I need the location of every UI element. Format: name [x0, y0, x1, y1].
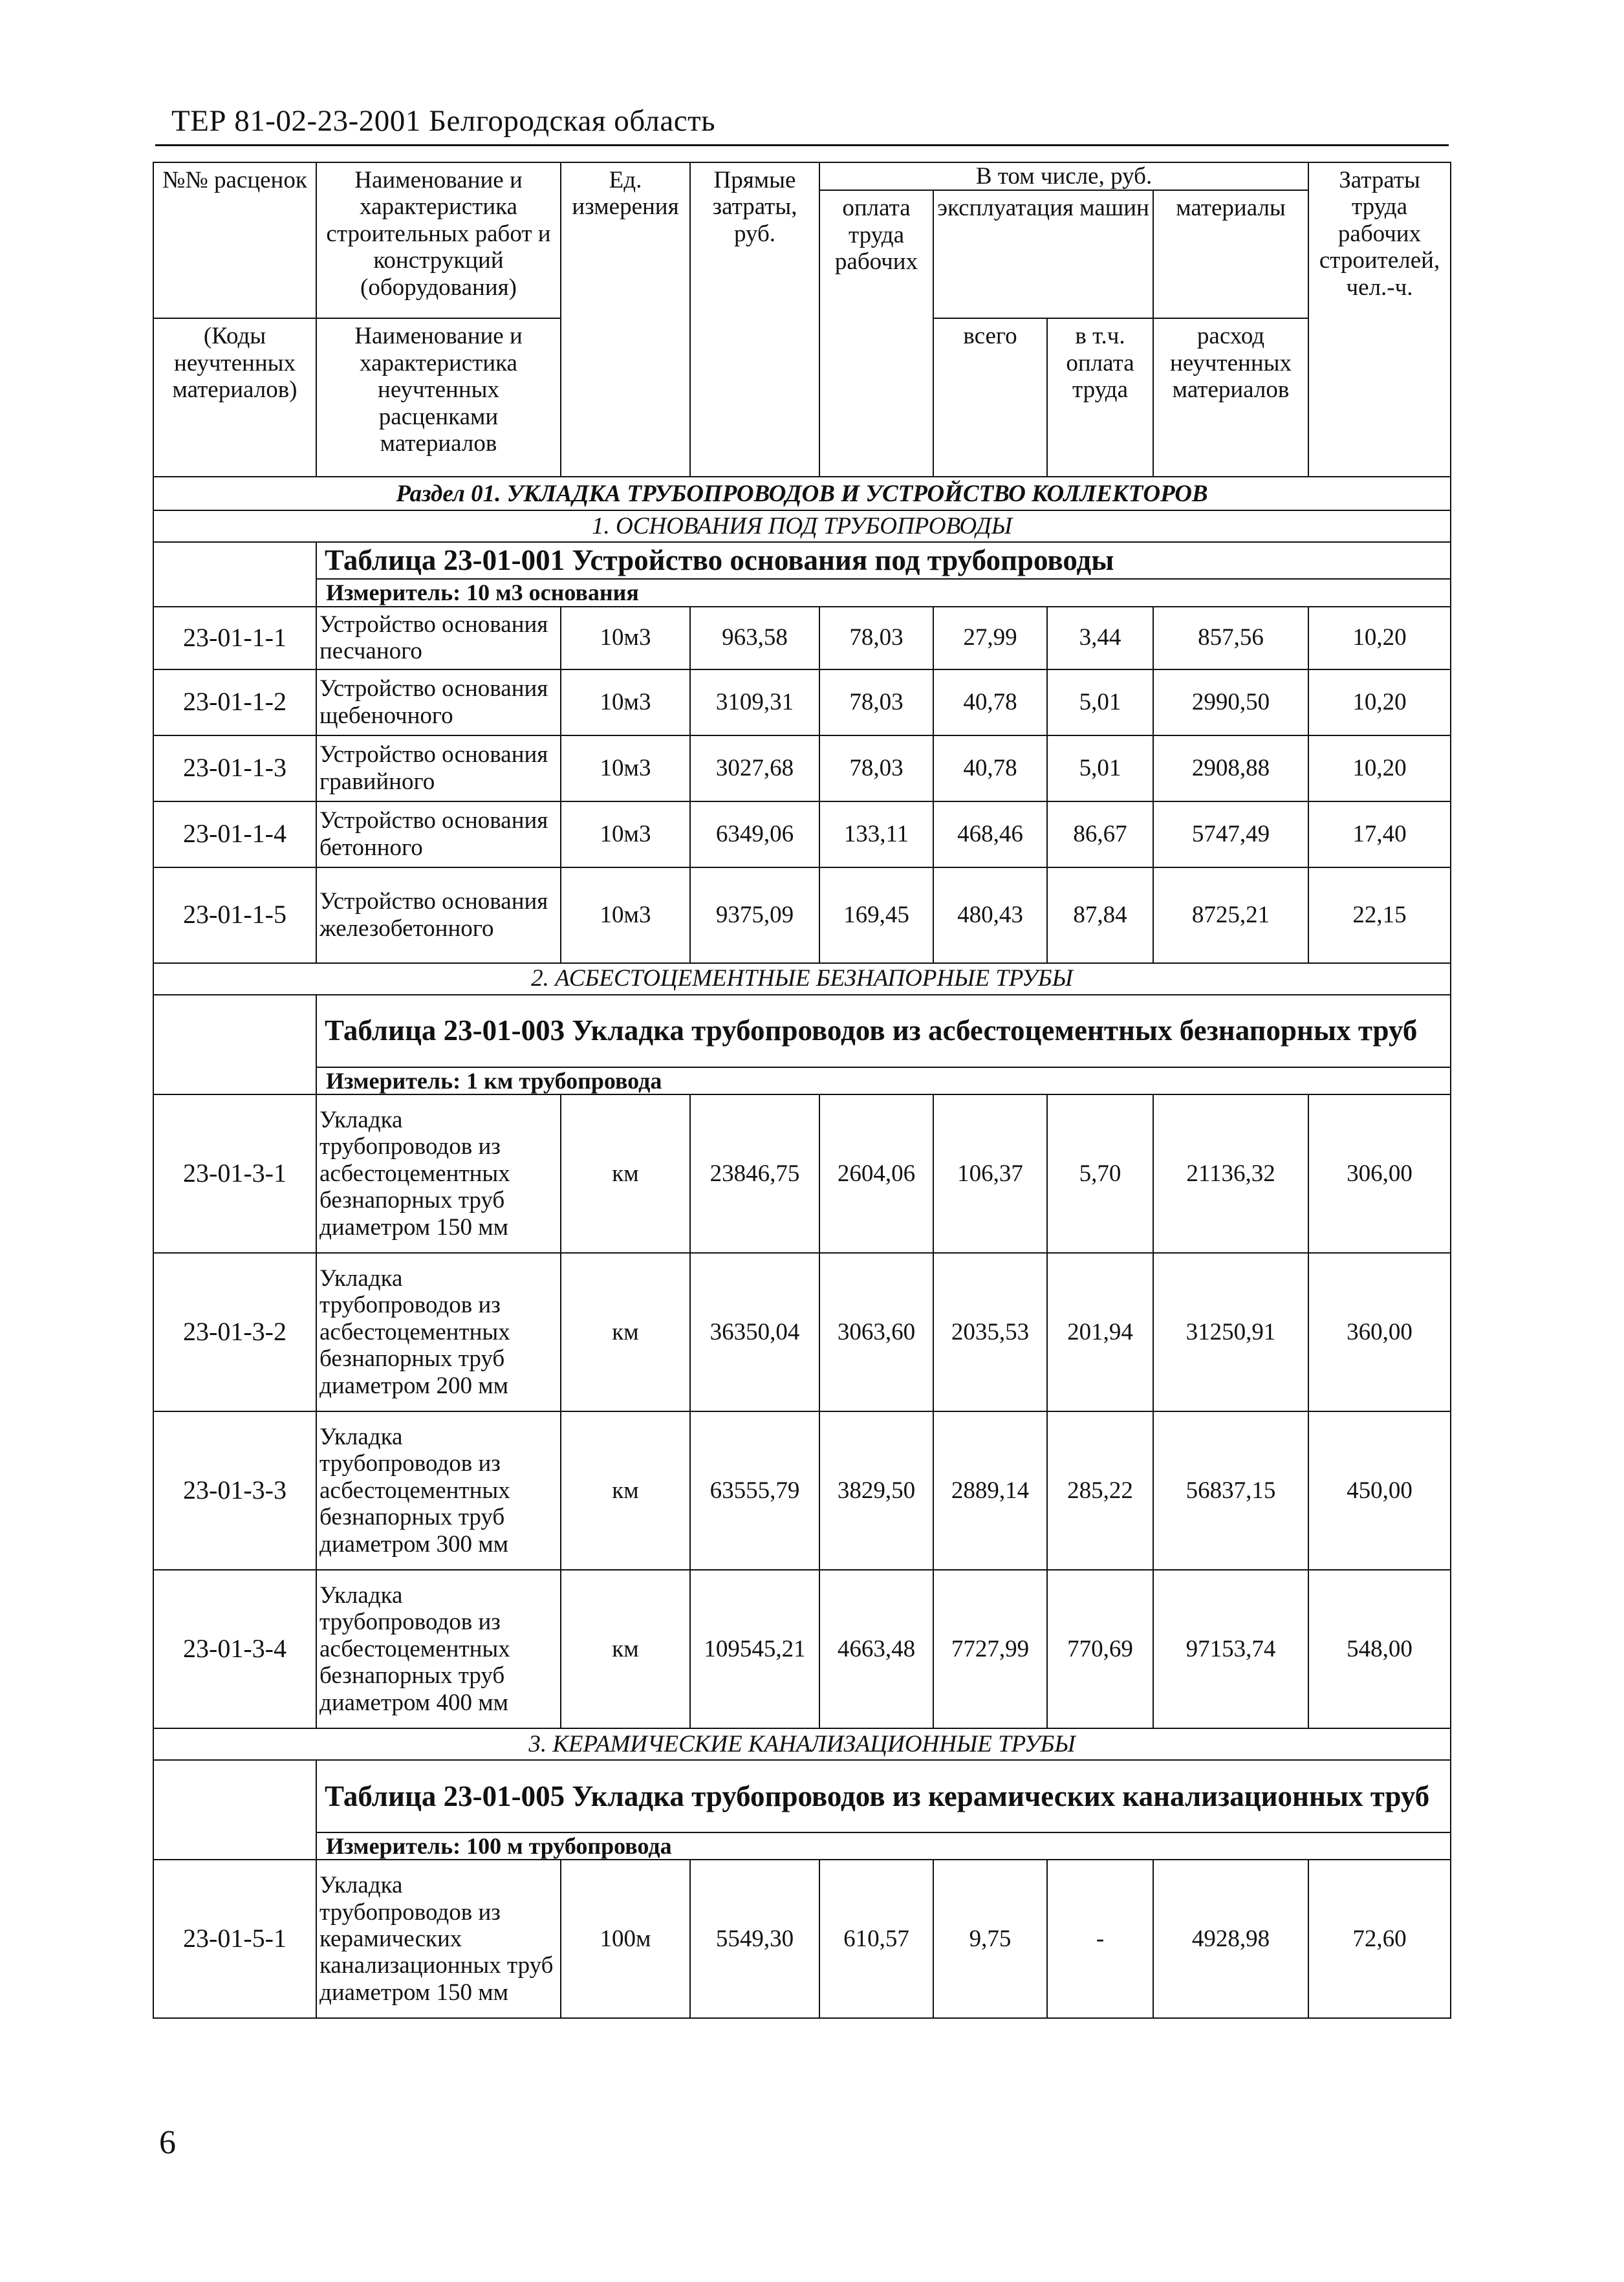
rate-mach-wage: 201,94	[1047, 1253, 1153, 1411]
rate-labor: 450,00	[1308, 1411, 1451, 1570]
rate-name: Устройство основания гравийного	[316, 735, 561, 801]
rate-mach-wage: 5,01	[1047, 735, 1153, 801]
rate-mach: 2035,53	[933, 1253, 1047, 1411]
rate-code: 23-01-1-2	[153, 669, 316, 735]
rate-labor: 17,40	[1308, 801, 1451, 867]
rate-wage: 133,11	[819, 801, 933, 867]
rate-mach: 9,75	[933, 1860, 1047, 2018]
rate-labor: 10,20	[1308, 669, 1451, 735]
table-title: Таблица 23-01-001 Устройство основания под трубопроводы	[316, 542, 1451, 579]
subsection-row	[153, 1728, 1451, 1760]
table-title-row	[153, 542, 1451, 579]
table-measure: Измеритель: 1 км трубопровода	[316, 1067, 1451, 1094]
rate-mach: 40,78	[933, 669, 1047, 735]
rate-code: 23-01-3-3	[153, 1411, 316, 1570]
section-row	[153, 477, 1451, 510]
rate-name: Устройство основания железобетонного	[316, 867, 561, 963]
rate-direct: 63555,79	[690, 1411, 819, 1570]
rate-mat: 857,56	[1153, 607, 1308, 669]
rate-mach: 2889,14	[933, 1411, 1047, 1570]
rate-direct: 9375,09	[690, 867, 819, 963]
rate-wage: 4663,48	[819, 1570, 933, 1728]
col-direct-header: Прямые затраты, руб.	[690, 162, 819, 477]
table-row	[153, 867, 1451, 963]
col-code-header: №№ расценок	[153, 162, 316, 318]
rate-direct: 109545,21	[690, 1570, 819, 1728]
rate-name: Укладка трубопроводов из керамических канализационных труб диаметром 150 мм	[316, 1860, 561, 2018]
rate-mach: 480,43	[933, 867, 1047, 963]
subsection-title: 3. КЕРАМИЧЕСКИЕ КАНАЛИЗАЦИОННЫЕ ТРУБЫ	[153, 1728, 1451, 1760]
table-row	[153, 735, 1451, 801]
rate-mat: 97153,74	[1153, 1570, 1308, 1728]
rate-code: 23-01-3-4	[153, 1570, 316, 1728]
subsection-title: 2. АСБЕСТОЦЕМЕНТНЫЕ БЕЗНАПОРНЫЕ ТРУБЫ	[153, 963, 1451, 995]
rate-mat: 5747,49	[1153, 801, 1308, 867]
header-rule	[155, 144, 1449, 146]
rate-mach-wage: 770,69	[1047, 1570, 1153, 1728]
rate-code: 23-01-1-1	[153, 607, 316, 669]
rate-labor: 22,15	[1308, 867, 1451, 963]
rate-mat: 4928,98	[1153, 1860, 1308, 2018]
rate-mach-wage: 5,01	[1047, 669, 1153, 735]
rate-name: Укладка трубопроводов из асбестоцементных безнапорных труб диаметром 300 мм	[316, 1411, 561, 1570]
rate-direct: 3109,31	[690, 669, 819, 735]
rate-mach-wage: 5,70	[1047, 1094, 1153, 1253]
rate-unit: км	[561, 1253, 690, 1411]
table-title-row	[153, 995, 1451, 1067]
subsection-row	[153, 510, 1451, 542]
col-materials-header: материалы	[1153, 190, 1308, 318]
document-header: ТЕР 81-02-23-2001 Белгородская область	[171, 104, 716, 138]
rate-mach: 106,37	[933, 1094, 1047, 1253]
rate-mach: 468,46	[933, 801, 1047, 867]
rate-labor: 10,20	[1308, 607, 1451, 669]
table-row	[153, 669, 1451, 735]
rate-mach-wage: 3,44	[1047, 607, 1153, 669]
empty-cell	[153, 542, 316, 579]
col-incl-header: В том числе, руб.	[819, 162, 1308, 190]
rate-wage: 3829,50	[819, 1411, 933, 1570]
table-row	[153, 1570, 1451, 1728]
empty-cell	[153, 1832, 316, 1860]
subsection-row	[153, 963, 1451, 995]
empty-cell	[153, 995, 316, 1067]
col-wage-header: оплата труда рабочих	[819, 190, 933, 477]
rate-code: 23-01-3-2	[153, 1253, 316, 1411]
rates-table	[153, 162, 1451, 2019]
rate-direct: 36350,04	[690, 1253, 819, 1411]
rate-mach: 7727,99	[933, 1570, 1047, 1728]
rate-labor: 360,00	[1308, 1253, 1451, 1411]
rate-name: Укладка трубопроводов из асбестоцементных безнапорных труб диаметром 200 мм	[316, 1253, 561, 1411]
col-labor-header: Затраты труда рабочих строителей, чел.-ч.	[1308, 162, 1451, 477]
rate-mach: 40,78	[933, 735, 1047, 801]
rate-mat: 56837,15	[1153, 1411, 1308, 1570]
col-mat-unacc-header: расход неучтенных материалов	[1153, 318, 1308, 477]
rate-unit: км	[561, 1411, 690, 1570]
table-title: Таблица 23-01-003 Укладка трубопроводов из асбестоцементных безнапорных труб	[316, 995, 1451, 1067]
section-title: Раздел 01. УКЛАДКА ТРУБОПРОВОДОВ И УСТРОЙСТВО КОЛЛЕКТОРОВ	[153, 477, 1451, 510]
measure-row	[153, 579, 1451, 606]
rate-direct: 963,58	[690, 607, 819, 669]
rate-code: 23-01-5-1	[153, 1860, 316, 2018]
measure-row	[153, 1832, 1451, 1860]
rate-code: 23-01-1-5	[153, 867, 316, 963]
rate-labor: 72,60	[1308, 1860, 1451, 2018]
rate-name: Укладка трубопроводов из асбестоцементных безнапорных труб диаметром 150 мм	[316, 1094, 561, 1253]
rate-mach-wage: -	[1047, 1860, 1153, 2018]
rate-mat: 2908,88	[1153, 735, 1308, 801]
rate-wage: 78,03	[819, 669, 933, 735]
rate-mach-wage: 285,22	[1047, 1411, 1153, 1570]
rate-wage: 169,45	[819, 867, 933, 963]
table-row	[153, 607, 1451, 669]
rate-labor: 548,00	[1308, 1570, 1451, 1728]
rate-mat: 8725,21	[1153, 867, 1308, 963]
col-mach-total-header: всего	[933, 318, 1047, 477]
table-measure: Измеритель: 10 м3 основания	[316, 579, 1451, 606]
rate-code: 23-01-1-3	[153, 735, 316, 801]
rate-wage: 610,57	[819, 1860, 933, 2018]
rate-wage: 2604,06	[819, 1094, 933, 1253]
col-code2-header: (Коды неучтенных материалов)	[153, 318, 316, 477]
rate-unit: 10м3	[561, 735, 690, 801]
table-measure: Измеритель: 100 м трубопровода	[316, 1832, 1451, 1860]
rate-unit: 10м3	[561, 669, 690, 735]
rate-unit: 10м3	[561, 607, 690, 669]
table-row	[153, 1253, 1451, 1411]
rate-unit: км	[561, 1094, 690, 1253]
col-machines-header: эксплуатация машин	[933, 190, 1153, 318]
page-number: 6	[159, 2124, 176, 2161]
empty-cell	[153, 1760, 316, 1832]
measure-row	[153, 1067, 1451, 1094]
rate-mach-wage: 86,67	[1047, 801, 1153, 867]
rate-mach: 27,99	[933, 607, 1047, 669]
header-row-1	[153, 162, 1451, 190]
empty-cell	[153, 1067, 316, 1094]
empty-cell	[153, 579, 316, 606]
rate-unit: 100м	[561, 1860, 690, 2018]
rate-unit: 10м3	[561, 867, 690, 963]
table-title-row	[153, 1760, 1451, 1832]
rate-wage: 78,03	[819, 607, 933, 669]
rate-direct: 5549,30	[690, 1860, 819, 2018]
rate-wage: 3063,60	[819, 1253, 933, 1411]
rate-unit: км	[561, 1570, 690, 1728]
rate-direct: 3027,68	[690, 735, 819, 801]
rate-labor: 306,00	[1308, 1094, 1451, 1253]
table-title: Таблица 23-01-005 Укладка трубопроводов из керамических канализационных труб	[316, 1760, 1451, 1832]
rate-labor: 10,20	[1308, 735, 1451, 801]
rate-mat: 31250,91	[1153, 1253, 1308, 1411]
col-unit-header: Ед. измерения	[561, 162, 690, 477]
table-row	[153, 1094, 1451, 1253]
table-row	[153, 801, 1451, 867]
rate-code: 23-01-3-1	[153, 1094, 316, 1253]
rate-mach-wage: 87,84	[1047, 867, 1153, 963]
rate-mat: 21136,32	[1153, 1094, 1308, 1253]
col-name-header: Наименование и характеристика строительных работ и конструкций (оборудования)	[316, 162, 561, 318]
rate-unit: 10м3	[561, 801, 690, 867]
table-row	[153, 1411, 1451, 1570]
rate-name: Укладка трубопроводов из асбестоцементных безнапорных труб диаметром 400 мм	[316, 1570, 561, 1728]
rate-wage: 78,03	[819, 735, 933, 801]
rate-direct: 6349,06	[690, 801, 819, 867]
rate-name: Устройство основания песчаного	[316, 607, 561, 669]
subsection-title: 1. ОСНОВАНИЯ ПОД ТРУБОПРОВОДЫ	[153, 510, 1451, 542]
rate-code: 23-01-1-4	[153, 801, 316, 867]
table-row	[153, 1860, 1451, 2018]
rate-direct: 23846,75	[690, 1094, 819, 1253]
col-mach-wage-header: в т.ч. оплата труда	[1047, 318, 1153, 477]
rate-name: Устройство основания щебеночного	[316, 669, 561, 735]
rate-mat: 2990,50	[1153, 669, 1308, 735]
col-name2-header: Наименование и характеристика неучтенных расценками материалов	[316, 318, 561, 477]
rate-name: Устройство основания бетонного	[316, 801, 561, 867]
